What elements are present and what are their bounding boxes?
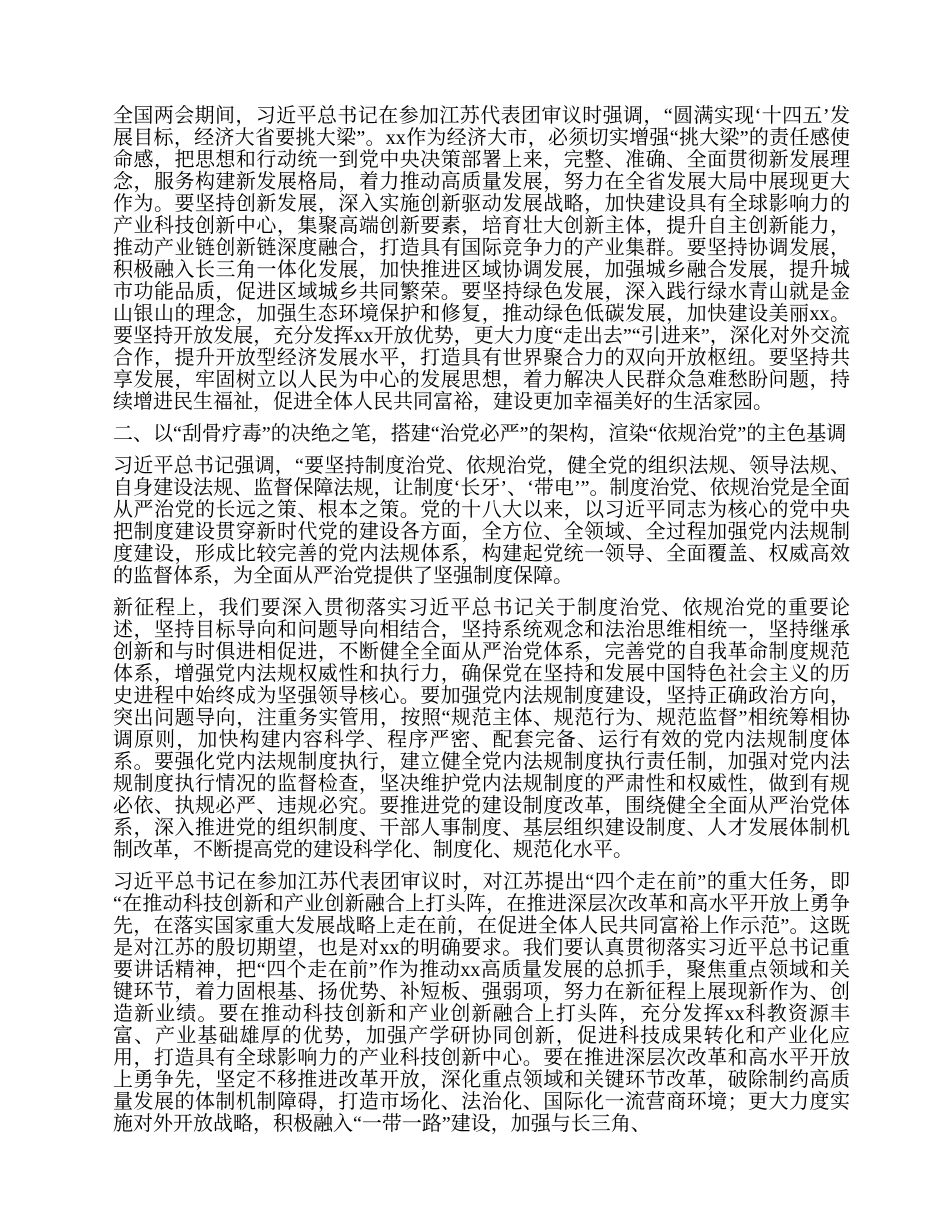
paragraph-institutional-governance: 习近平总书记强调，“要坚持制度治党、依规治党，健全党的组织法规、领导法规、自身建设法规、监督保障法规，让制度‘长牙’、‘带电’”。制度治党、依规治党是全面从严治党的长远之策、根本之策。党的十八大以来，以习近平同志为核心的党中央把制度建设贯穿新时代党的建设各方面，全方位、全领域、全过程加强党内法规制度建设，形成比较完善的党内法规体系，构建起党统一领导、全面覆盖、权威高效的监督体系，为全面从严治党提供了坚强制度保障。 xyxy=(113,455,850,587)
paragraph-new-journey: 新征程上，我们要深入贯彻落实习近平总书记关于制度治党、依规治党的重要论述，坚持目标导向和问题导向相结合，坚持系统观念和法治思维相统一，坚持继承创新和与时俱进相促进，不断健全全面从严治党体系，完善党的自我革命制度规范体系，增强党内法规权威性和执行力，确保党在坚持和发展中国特色社会主义的历史进程中始终成为坚强领导核心。要加强党内法规制度建设，坚持正确政治方向，突出问题导向，注重务实管用，按照“规范主体、规范行为、规范监督”相统筹相协调原则，加快构建内容科学、程序严密、配套完备、运行有效的党内法规制度体系。要强化党内法规制度执行，建立健全党内法规制度执行责任制，加强对党内法规制度执行情况的监督检查，坚决维护党内法规制度的严肃性和权威性，做到有规必依、执规必严、违规必究。要推进党的建设制度改革，围绕健全全面从严治党体系，深入推进党的组织制度、干部人事制度、基层组织建设制度、人才发展体制机制改革，不断提高党的建设科学化、制度化、规范化水平。 xyxy=(113,597,850,861)
paragraph-four-tasks: 习近平总书记在参加江苏代表团审议时，对江苏提出“四个走在前”的重大任务，即“在推动科技创新和产业创新融合上打头阵，在推进深层次改革和高水平开放上勇争先，在落实国家重大发展战略上走在前，在促进全体人民共同富裕上作示范”。这既是对江苏的殷切期望，也是对xx的明确要求。我们要认真贯彻落实习近平总书记重要讲话精神，把“四个走在前”作为推动xx高质量发展的总抓手，聚焦重点领域和关键环节，着力固根基、扬优势、补短板、强弱项，努力在新征程上展现新作为、创造新业绩。要在推动科技创新和产业创新融合上打头阵，充分发挥xx科教资源丰富、产业基础雄厚的优势，加强产学研协同创新，促进科技成果转化和产业化应用，打造具有全球影响力的产业科技创新中心。要在推进深层次改革和高水平开放上勇争先，坚定不移推进改革开放，深化重点领域和关键环节改革，破除制约高质量发展的体制机制障碍，打造市场化、法治化、国际化一流营商环境；更大力度实施对外开放战略，积极融入“一带一路”建设，加强与长三角、 xyxy=(113,871,850,1135)
section-heading: 二、以“刮骨疗毒”的决绝之笔，搭建“治党必严”的架构，渲染“依规治党”的主色基调 xyxy=(113,423,847,445)
document-body xyxy=(113,105,850,1135)
paragraph-development-overview: 全国两会期间，习近平总书记在参加江苏代表团审议时强调，“圆满实现‘十四五’发展目标，经济大省要挑大梁”。xx作为经济大市，必须切实增强“挑大梁”的责任感使命感，把思想和行动统一到党中央决策部署上来，完整、准确、全面贯彻新发展理念，服务构建新发展格局，着力推动高质量发展，努力在全省发展大局中展现更大作为。要坚持创新发展，深入实施创新驱动发展战略，加快建设具有全球影响力的产业科技创新中心，集聚高端创新要素，培育壮大创新主体，提升自主创新能力，推动产业链创新链深度融合，打造具有国际竞争力的产业集群。要坚持协调发展，积极融入长三角一体化发展，加快推进区域协调发展，加强城乡融合发展，提升城市功能品质，促进区域城乡共同繁荣。要坚持绿色发展，深入践行绿水青山就是金山银山的理念，加强生态环境保护和修复，推动绿色低碳发展，加快建设美丽xx。要坚持开放发展，充分发挥xx开放优势，更大力度“走出去”“引进来”，深化对外交流合作，提升开放型经济发展水平，打造具有世界聚合力的双向开放枢纽。要坚持共享发展，牢固树立以人民为中心的发展思想，着力解决人民群众急难愁盼问题，持续增进民生福祉，促进全体人民共同富裕，建设更加幸福美好的生活家园。 xyxy=(113,105,850,413)
